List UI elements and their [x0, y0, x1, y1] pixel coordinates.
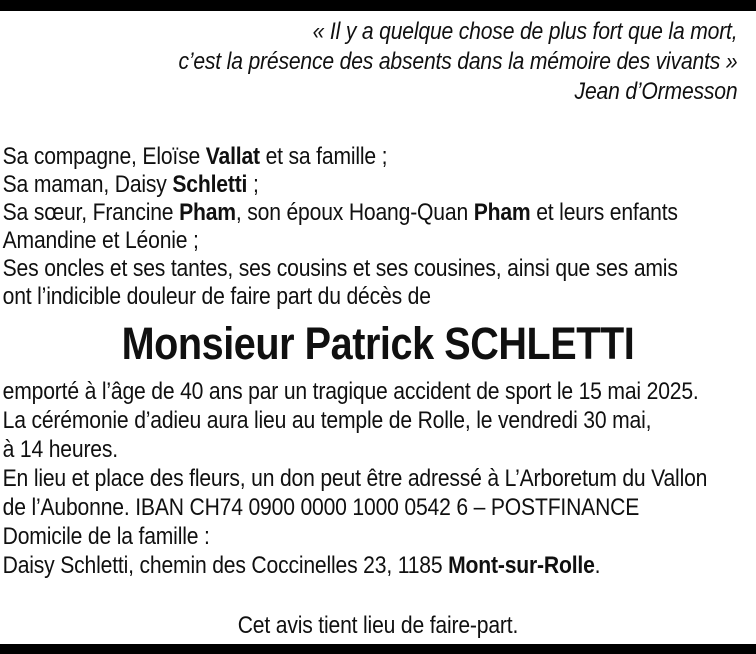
text-line: à 14 heures.: [2, 436, 118, 463]
closing-line: Cet avis tient lieu de faire-part.: [237, 612, 519, 639]
text-line: Sa compagne, Eloïse Vallat et sa famille ;: [2, 143, 388, 170]
text-line: Daisy Schletti, chemin des Coccinelles 23, 1185 Mont-sur-Rolle.: [2, 552, 601, 579]
quote-author: Jean d’Ormesson: [574, 78, 738, 105]
text-line: La cérémonie d’adieu aura lieu au temple de Rolle, le vendredi 30 mai,: [2, 407, 652, 434]
text-line: emporté à l’âge de 40 ans par un tragique accident de sport le 15 mai 2025.: [2, 378, 699, 405]
text-line: de l’Aubonne. IBAN CH74 0900 0000 1000 0542 6 – POSTFINANCE: [2, 494, 640, 521]
bottom-border-bar: [0, 644, 756, 654]
text-line: Sa sœur, Francine Pham, son époux Hoang-Quan Pham et leurs enfants: [2, 199, 678, 226]
text-line: Ses oncles et ses tantes, ses cousins et ses cousines, ainsi que ses amis: [2, 255, 678, 282]
ceremony-details: [0, 377, 756, 580]
text-line: ont l’indicible douleur de faire part du décès de: [2, 283, 431, 310]
top-border-bar: [0, 0, 756, 11]
quote-block: [0, 11, 756, 107]
quote-line-1: « Il y a quelque chose de plus fort que la mort,: [312, 18, 738, 45]
text-line: En lieu et place des fleurs, un don peut être adressé à L’Arboretum du Vallon: [2, 465, 708, 492]
text-line: Amandine et Léonie ;: [2, 227, 199, 254]
family-announcement: [0, 143, 756, 311]
quote-line-2: c’est la présence des absents dans la mémoire des vivants »: [178, 48, 738, 75]
text-line: Domicile de la famille :: [2, 523, 210, 550]
deceased-name-title: Monsieur Patrick SCHLETTI: [121, 318, 635, 369]
text-line: Sa maman, Daisy Schletti ;: [2, 171, 259, 198]
notice-content: [0, 11, 756, 640]
